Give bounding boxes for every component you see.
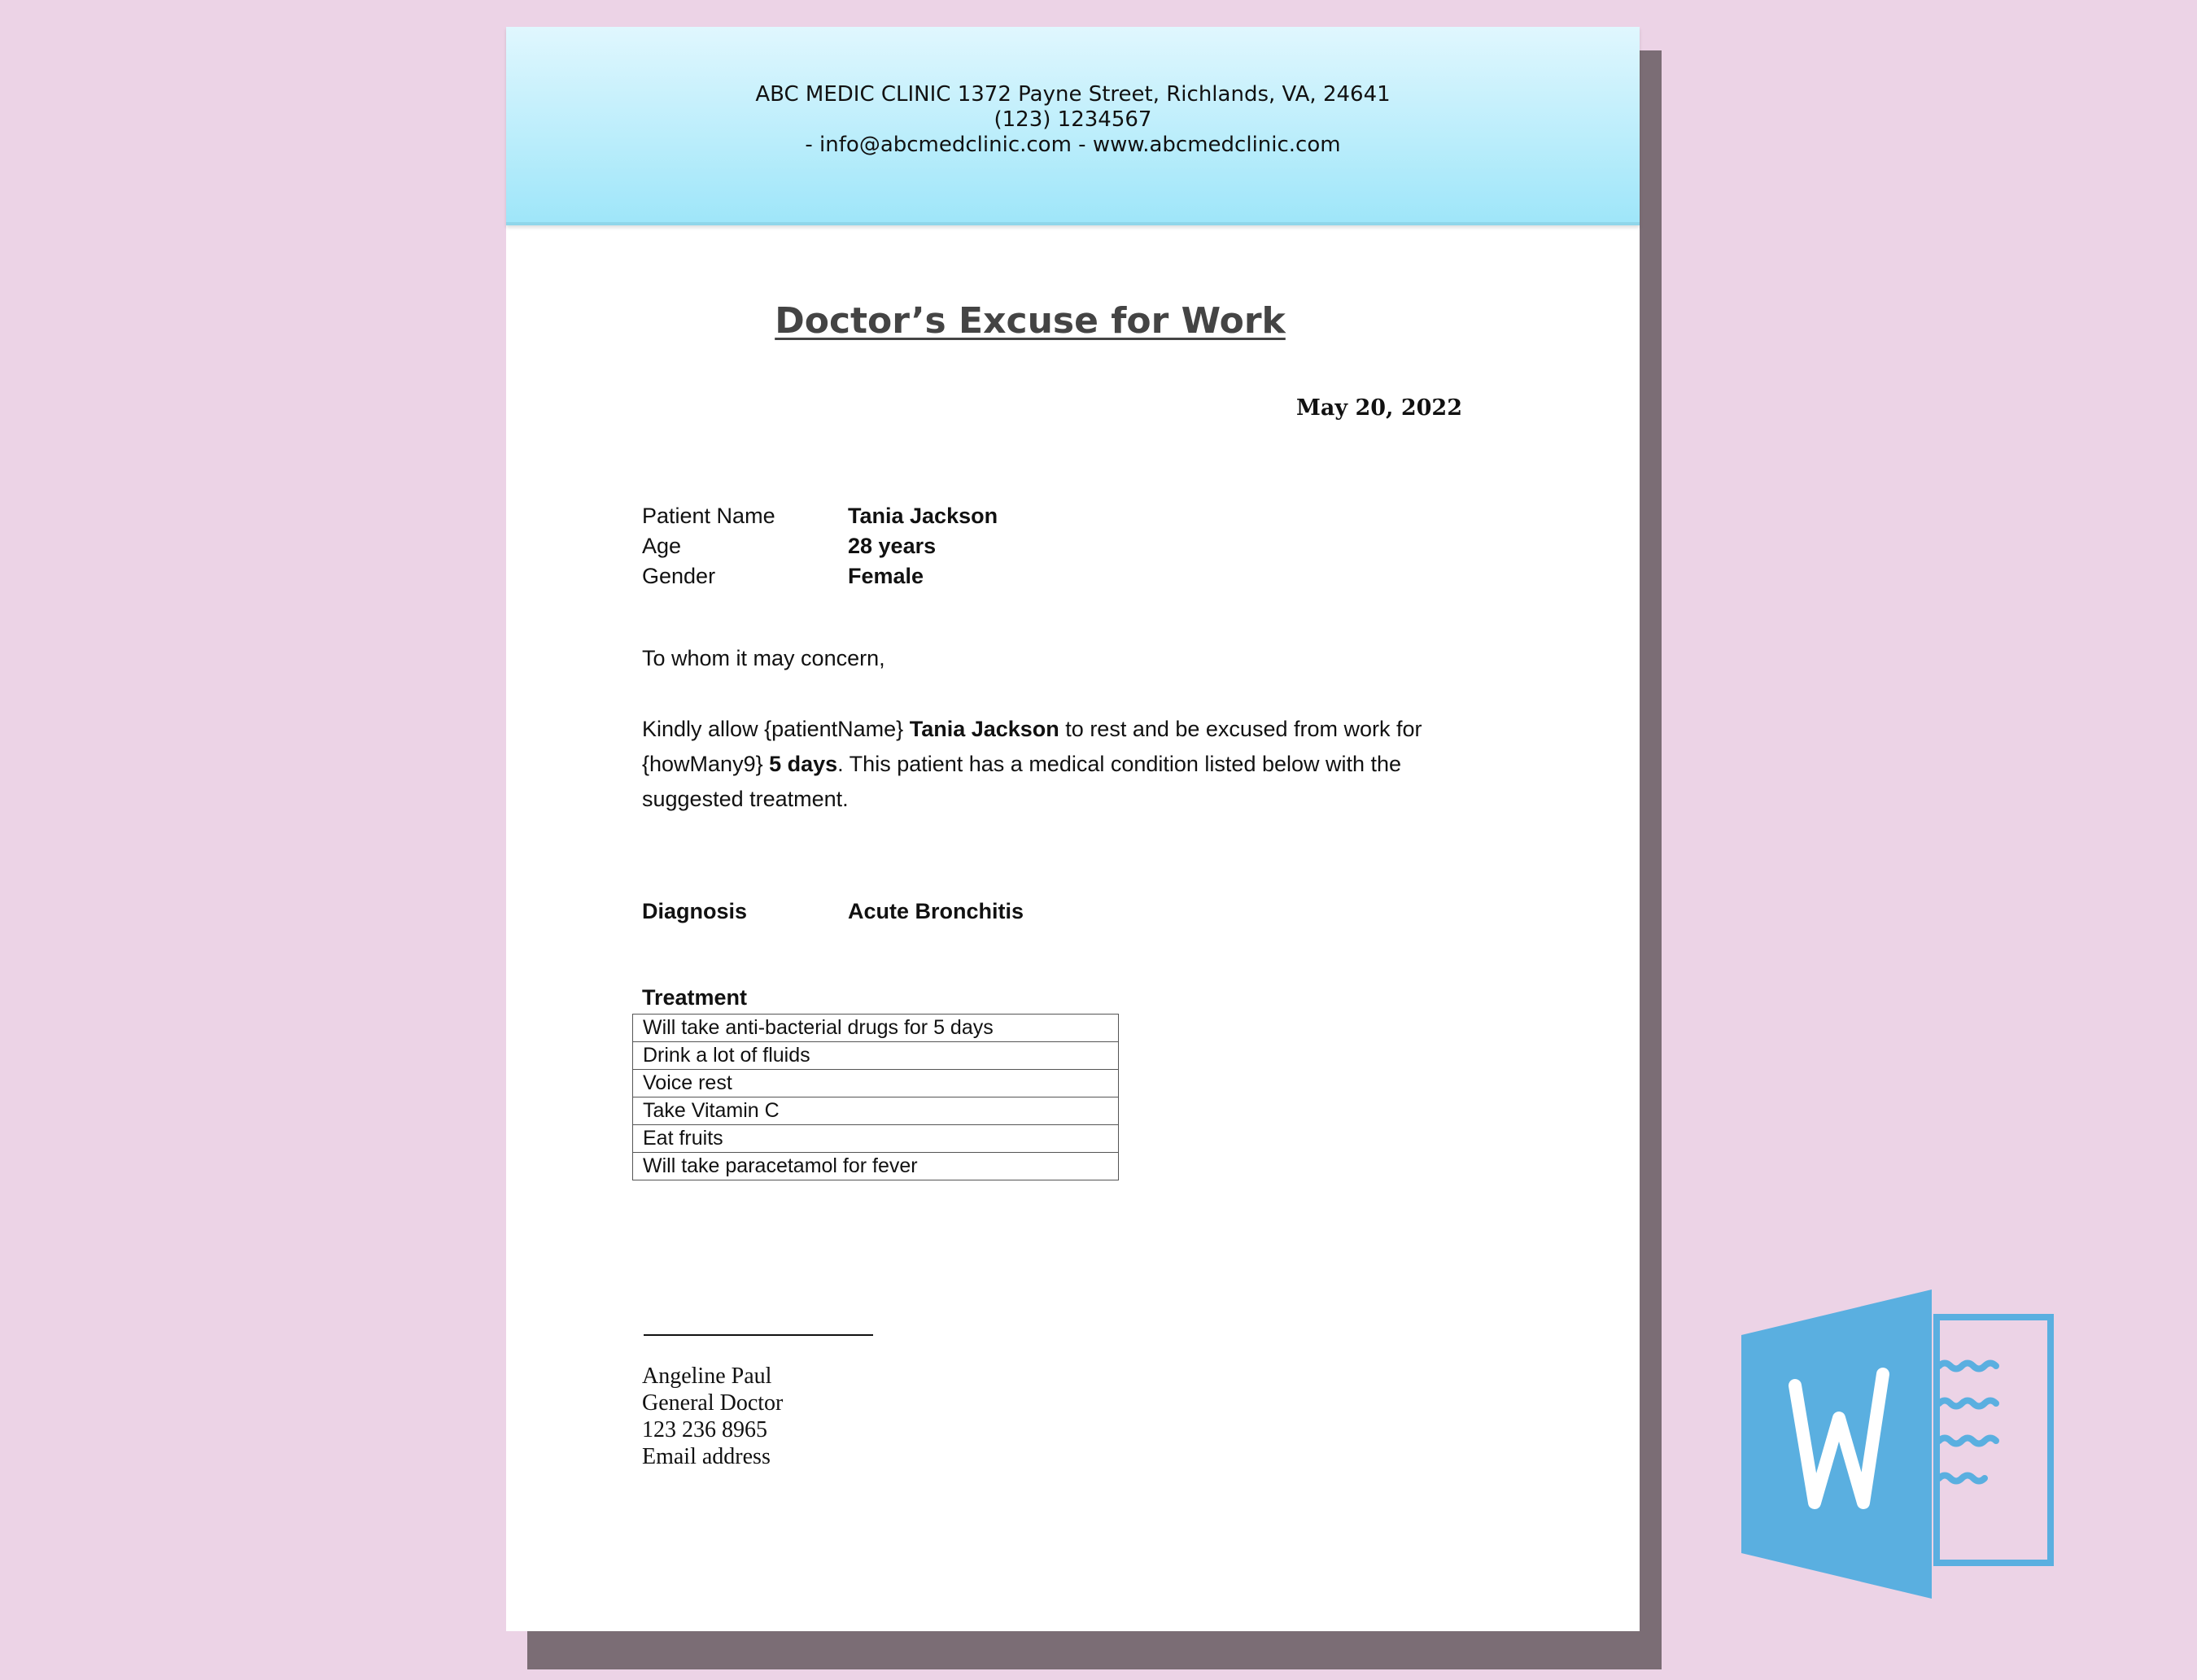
table-row — [633, 1153, 1119, 1180]
patient-age-label: Age — [642, 534, 682, 558]
document-date: May 20, 2022 — [1296, 395, 1462, 421]
document-text-lines — [1939, 1364, 1996, 1481]
clinic-email-web-line: - info@abcmedclinic.com - www.abcmedclinic.com — [805, 133, 1341, 157]
table-row — [633, 1015, 1119, 1042]
salutation: To whom it may concern, — [642, 646, 885, 670]
excuse-paragraph — [642, 712, 1496, 817]
table-row — [633, 1097, 1119, 1125]
treatment-item: Voice rest — [633, 1070, 1119, 1097]
table-row — [633, 1125, 1119, 1153]
treatment-item: Will take anti-bacterial drugs for 5 days — [633, 1015, 1119, 1042]
paragraph-text: {howMany9} — [642, 752, 770, 776]
table-row — [633, 1042, 1119, 1070]
treatment-item: Will take paracetamol for fever — [633, 1153, 1119, 1180]
clinic-address-line: ABC MEDIC CLINIC 1372 Payne Street, Richlands, VA, 24641 — [755, 82, 1391, 107]
microsoft-word-document-icon — [1741, 1289, 2059, 1603]
doctor-phone: 123 236 8965 — [642, 1417, 767, 1442]
clinic-contact-block — [506, 82, 1640, 158]
paragraph-text: Kindly allow {patientName} — [642, 717, 910, 741]
doctor-name: Angeline Paul — [642, 1364, 772, 1389]
document-page — [506, 27, 1640, 1631]
document-title: Doctor’s Excuse for Work — [775, 300, 1286, 342]
paragraph-days: 5 days — [769, 752, 838, 776]
diagnosis-value: Acute Bronchitis — [848, 899, 1024, 923]
paragraph-line-2 — [642, 747, 1496, 782]
table-row — [633, 1070, 1119, 1097]
doctor-email: Email address — [642, 1444, 771, 1469]
clinic-header — [506, 27, 1640, 225]
patient-gender-label: Gender — [642, 564, 716, 588]
treatment-table — [632, 1014, 1119, 1180]
paragraph-line-1 — [642, 712, 1496, 747]
paragraph-text: to rest and be excused from work for — [1059, 717, 1422, 741]
treatment-item: Drink a lot of fluids — [633, 1042, 1119, 1070]
treatment-item: Eat fruits — [633, 1125, 1119, 1153]
diagnosis-label: Diagnosis — [642, 899, 748, 923]
doctor-title: General Doctor — [642, 1390, 784, 1416]
patient-gender-value: Female — [848, 564, 924, 588]
signature-block — [642, 1363, 783, 1470]
patient-age-value: 28 years — [848, 534, 937, 558]
paragraph-line-3: suggested treatment. — [642, 787, 849, 811]
clinic-phone-line: (123) 1234567 — [994, 107, 1152, 132]
paragraph-patient-name: Tania Jackson — [909, 717, 1059, 741]
treatment-label: Treatment — [642, 985, 748, 1010]
paragraph-text: . This patient has a medical condition listed below with the — [837, 752, 1402, 776]
patient-name-value: Tania Jackson — [848, 504, 998, 528]
treatment-item: Take Vitamin C — [633, 1097, 1119, 1125]
patient-name-label: Patient Name — [642, 504, 775, 528]
signature-line — [644, 1334, 873, 1336]
